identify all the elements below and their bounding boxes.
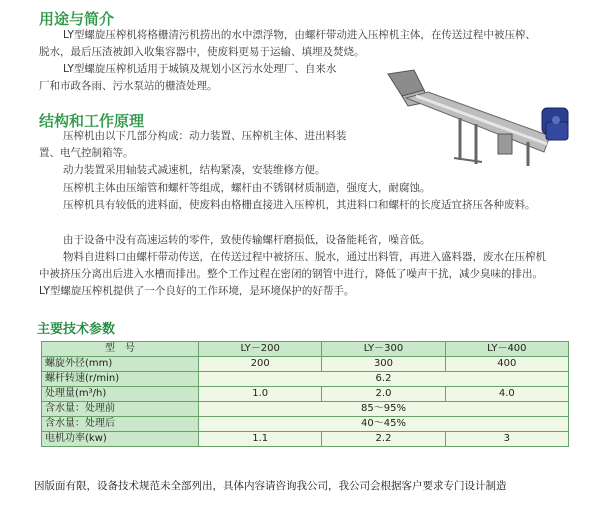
row-label: 处理量(m³/h) [42,387,199,402]
table-header-row [42,342,569,357]
usage-line-1: LY型螺旋压榨机将格栅清污机捞出的水中漂浮物，由螺杆带动进入压榨机主体，在传送过程中被压榨、 [63,29,536,41]
principle-line-1: 由于设备中没有高速运转的零件，致使传输螺杆磨损低，设备能耗省，噪音低。 [63,234,431,246]
table-cell: 300 [322,357,445,372]
principle-line-4: LY型螺旋压榨机提供了一个良好的工作环境，是环境保护的好帮手。 [39,285,355,297]
table-cell: 3 [445,432,568,447]
table-row [42,387,569,402]
table-cell: 400 [445,357,568,372]
table-row [42,357,569,372]
section-title-structure: 结构和工作原理 [39,112,145,130]
table-header-cell: LY－300 [322,342,445,357]
usage-line-2: 脱水，最后压渣被卸入收集容器中，使废料更易于运输、填埋及焚烧。 [39,46,365,58]
table-cell: 2.2 [322,432,445,447]
table-row [42,432,569,447]
usage-line-3: LY型螺旋压榨机适用于城镇及规划小区污水处理厂、自来水 [63,63,337,75]
principle-line-3: 中被挤压分离出后进入水槽而排出。整个工作过程在密闭的钢管中进行，降低了噪声干扰，减少臭味的排出。 [39,268,543,280]
table-cell: 1.0 [199,387,322,402]
table-cell: 4.0 [445,387,568,402]
row-label: 螺旋外径(mm) [42,357,199,372]
structure-line-3: 动力装置采用轴装式减速机，结构紧凑，安装维修方便。 [63,164,326,176]
table-cell-merged: 6.2 [199,372,569,387]
section-title-usage: 用途与简介 [39,10,115,28]
row-label: 含水量：处理后 [42,417,199,432]
table-header-cell: LY－400 [445,342,568,357]
usage-line-4: 厂和市政各雨、污水泵站的栅渣处理。 [39,80,218,92]
table-cell: 2.0 [322,387,445,402]
table-row [42,402,569,417]
screw-press-illustration [380,62,580,172]
structure-line-1: 压榨机由以下几部分构成：动力装置、压榨机主体、进出料装 [63,130,347,142]
spec-title: 主要技术参数 [37,322,116,337]
structure-line-5: 压榨机具有较低的进料面，使废料由格栅直接进入压榨机，其进料口和螺杆的长度适宜挤压各种废料。 [63,199,536,211]
table-cell-merged: 85～95% [199,402,569,417]
spec-table [41,341,569,447]
structure-line-4: 压榨机主体由压缩管和螺杆等组成，螺杆由不锈钢材质制造，强度大，耐腐蚀。 [63,182,431,194]
row-label: 电机功率(kw) [42,432,199,447]
row-label: 含水量：处理前 [42,402,199,417]
principle-line-2: 物料自进料口由螺杆带动传送，在传送过程中被挤压、脱水，通过出料管，再进入盛料器，废水在压榨机 [63,251,546,263]
table-row [42,417,569,432]
table-header-cell: LY－200 [199,342,322,357]
table-header-cell: 型 号 [42,342,199,357]
table-cell: 1.1 [199,432,322,447]
table-cell: 200 [199,357,322,372]
structure-line-2: 置、电气控制箱等。 [39,147,134,159]
table-cell-merged: 40～45% [199,417,569,432]
table-row [42,372,569,387]
footer-note: 因版面有限，设备技术规范未全部列出，具体内容请咨询我公司，我公司会根据客户要求专门设计制造 [34,480,507,492]
row-label: 螺杆转速(r/min) [42,372,199,387]
